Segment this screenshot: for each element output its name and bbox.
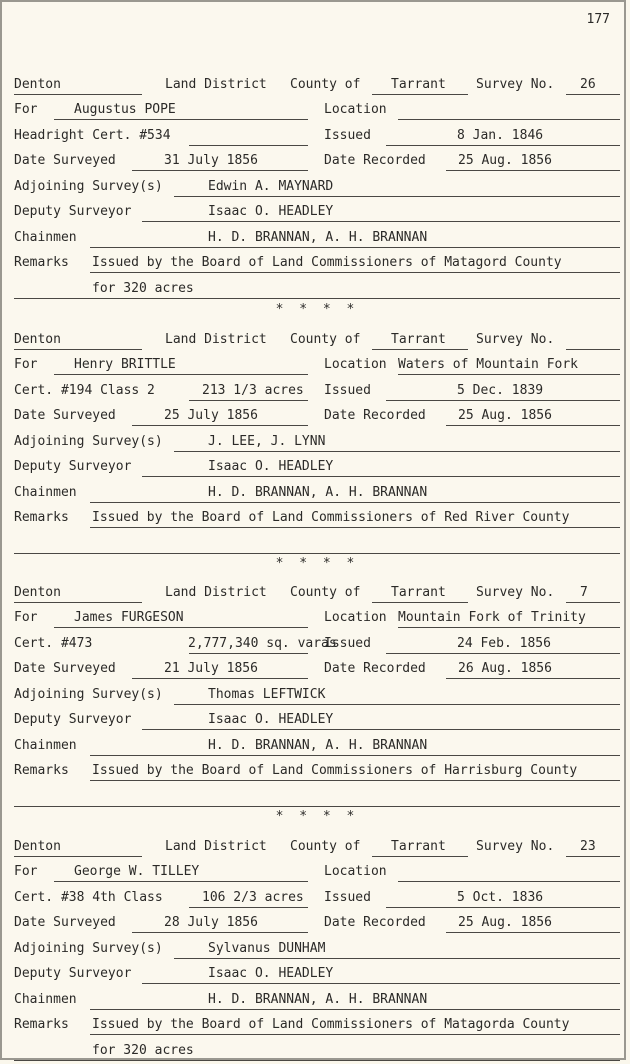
county-value: Tarrant — [391, 76, 446, 92]
adjoining-underline — [174, 451, 620, 452]
remarks-continuation: for 320 acres — [92, 280, 194, 296]
survey-no-label: Survey No. — [476, 584, 555, 600]
date-surveyed-label: Date Surveyed — [14, 153, 116, 168]
chainmen-underline — [90, 755, 620, 756]
record-row — [14, 987, 620, 1013]
adjoining-label: Adjoining Survey(s) — [14, 940, 163, 956]
record-row — [14, 72, 620, 98]
certificate-value: Cert. #194 Class 2 — [14, 382, 155, 398]
adjoining-underline — [174, 704, 620, 705]
chainmen-label: Chainmen — [14, 484, 77, 500]
issued-date: 5 Oct. 1836 — [457, 889, 544, 905]
record-row — [14, 480, 620, 506]
certificate-extent: 213 1/3 acres — [202, 382, 304, 398]
survey-no-label: Survey No. — [476, 838, 555, 854]
record-row — [14, 200, 620, 226]
record-row — [14, 911, 620, 937]
survey-no-underline — [566, 94, 620, 95]
record-separator: * * * * — [275, 302, 359, 317]
cert-underline — [189, 907, 308, 908]
record-row — [14, 657, 620, 683]
chainmen-value: H. D. BRANNAN, A. H. BRANNAN — [208, 229, 428, 245]
record-row — [14, 784, 620, 810]
date-recorded-value: 25 Aug. 1856 — [458, 915, 552, 930]
date-surveyed-label: Date Surveyed — [14, 661, 116, 676]
district-underline — [14, 94, 142, 95]
deputy-value: Isaac O. HEADLEY — [208, 966, 334, 981]
remarks-label: Remarks — [14, 1017, 69, 1032]
remarks-underline — [90, 527, 620, 528]
remarks-value: Issued by the Board of Land Commissioners of Matagorda County — [92, 1017, 570, 1032]
date-recorded-label: Date Recorded — [324, 915, 426, 930]
record-row — [14, 429, 620, 455]
location-underline — [398, 374, 620, 375]
grantee-name: George W. TILLEY — [74, 864, 200, 879]
county-underline — [372, 94, 468, 95]
county-underline — [372, 602, 468, 603]
certificate-extent: 2,777,340 sq. varas — [188, 635, 337, 651]
remarks-underline — [90, 780, 620, 781]
grantee-name: Henry BRITTLE — [74, 357, 176, 372]
deputy-underline — [142, 983, 620, 984]
record-row — [14, 1013, 620, 1039]
district-underline — [14, 602, 142, 603]
county-label: County of — [290, 331, 361, 347]
record-row — [14, 378, 620, 404]
certificate-value: Headright Cert. #534 — [14, 127, 171, 143]
county-underline — [372, 856, 468, 857]
date-recorded-label: Date Recorded — [324, 408, 426, 423]
record-row — [14, 580, 620, 606]
issued-underline — [386, 400, 620, 401]
record-row — [14, 251, 620, 277]
remarks-continuation: for 320 acres — [92, 1042, 194, 1058]
county-label: County of — [290, 76, 361, 92]
survey-no-value: 23 — [580, 838, 596, 854]
survey-no-value: 7 — [580, 584, 588, 600]
district-underline — [14, 856, 142, 857]
remarks-continuation-underline — [14, 1060, 620, 1061]
cert-underline — [189, 145, 308, 146]
remarks-continuation-underline — [14, 553, 620, 554]
remarks-underline — [90, 272, 620, 273]
deputy-value: Isaac O. HEADLEY — [208, 712, 334, 727]
land-district-value: Denton — [14, 838, 61, 854]
deputy-underline — [142, 476, 620, 477]
chainmen-value: H. D. BRANNAN, A. H. BRANNAN — [208, 737, 428, 753]
chainmen-underline — [90, 502, 620, 503]
for-underline — [54, 374, 308, 375]
date-surveyed-underline — [132, 678, 308, 679]
county-underline — [372, 349, 468, 350]
survey-record — [14, 834, 620, 1064]
record-row — [14, 936, 620, 962]
land-district-label: Land District — [165, 76, 267, 92]
record-row — [14, 353, 620, 379]
adjoining-value: Thomas LEFTWICK — [208, 686, 326, 702]
chainmen-underline — [90, 247, 620, 248]
record-row — [14, 1038, 620, 1064]
record-row — [14, 455, 620, 481]
grantee-name: Augustus POPE — [74, 102, 176, 117]
deputy-underline — [142, 729, 620, 730]
survey-no-value: 26 — [580, 76, 596, 92]
issued-underline — [386, 145, 620, 146]
survey-no-underline — [566, 856, 620, 857]
survey-record — [14, 72, 620, 302]
certificate-value: Cert. #38 4th Class — [14, 889, 163, 905]
chainmen-underline — [90, 1009, 620, 1010]
date-recorded-underline — [446, 170, 620, 171]
record-row — [14, 98, 620, 124]
location-underline — [398, 119, 620, 120]
date-surveyed-value: 21 July 1856 — [164, 661, 258, 676]
survey-no-underline — [566, 349, 620, 350]
record-separator: * * * * — [275, 809, 359, 824]
record-row — [14, 404, 620, 430]
land-district-label: Land District — [165, 838, 267, 854]
issued-date: 24 Feb. 1856 — [457, 635, 551, 651]
date-recorded-value: 25 Aug. 1856 — [458, 153, 552, 168]
cert-underline — [189, 400, 308, 401]
chainmen-value: H. D. BRANNAN, A. H. BRANNAN — [208, 484, 428, 500]
remarks-underline — [90, 1034, 620, 1035]
location-underline — [398, 881, 620, 882]
for-label: For — [14, 864, 38, 879]
survey-no-label: Survey No. — [476, 76, 555, 92]
district-underline — [14, 349, 142, 350]
deputy-value: Isaac O. HEADLEY — [208, 204, 334, 219]
deputy-underline — [142, 221, 620, 222]
page-number: 177 — [586, 12, 610, 27]
remarks-value: Issued by the Board of Land Commissioners of Matagord County — [92, 255, 562, 270]
land-district-label: Land District — [165, 584, 267, 600]
record-row — [14, 860, 620, 886]
location-label: Location — [324, 864, 387, 879]
record-row — [14, 606, 620, 632]
issued-date: 8 Jan. 1846 — [457, 127, 544, 143]
date-surveyed-value: 25 July 1856 — [164, 408, 258, 423]
remarks-continuation-underline — [14, 806, 620, 807]
adjoining-label: Adjoining Survey(s) — [14, 686, 163, 702]
record-row — [14, 885, 620, 911]
adjoining-value: Sylvanus DUNHAM — [208, 940, 326, 956]
for-label: For — [14, 610, 38, 625]
chainmen-label: Chainmen — [14, 737, 77, 753]
date-recorded-underline — [446, 678, 620, 679]
remarks-value: Issued by the Board of Land Commissioners of Harrisburg County — [92, 763, 578, 778]
land-district-label: Land District — [165, 331, 267, 347]
remarks-value: Issued by the Board of Land Commissioners of Red River County — [92, 510, 570, 525]
date-surveyed-value: 28 July 1856 — [164, 915, 258, 930]
county-label: County of — [290, 584, 361, 600]
county-value: Tarrant — [391, 838, 446, 854]
record-row — [14, 531, 620, 557]
survey-no-underline — [566, 602, 620, 603]
issued-label: Issued — [324, 127, 371, 143]
remarks-continuation-underline — [14, 298, 620, 299]
record-row — [14, 327, 620, 353]
record-row — [14, 682, 620, 708]
date-surveyed-underline — [132, 170, 308, 171]
record-row — [14, 733, 620, 759]
issued-date: 5 Dec. 1839 — [457, 382, 544, 398]
date-surveyed-label: Date Surveyed — [14, 408, 116, 423]
record-row — [14, 174, 620, 200]
adjoining-label: Adjoining Survey(s) — [14, 178, 163, 194]
date-recorded-underline — [446, 932, 620, 933]
adjoining-value: Edwin A. MAYNARD — [208, 178, 334, 194]
location-label: Location — [324, 102, 387, 117]
location-label: Location — [324, 610, 387, 625]
county-label: County of — [290, 838, 361, 854]
record-row — [14, 225, 620, 251]
chainmen-value: H. D. BRANNAN, A. H. BRANNAN — [208, 991, 428, 1007]
grantee-name: James FURGESON — [74, 610, 184, 625]
for-underline — [54, 627, 308, 628]
adjoining-label: Adjoining Survey(s) — [14, 433, 163, 449]
chainmen-label: Chainmen — [14, 991, 77, 1007]
survey-record — [14, 580, 620, 810]
deputy-value: Isaac O. HEADLEY — [208, 459, 334, 474]
land-district-value: Denton — [14, 584, 61, 600]
deputy-label: Deputy Surveyor — [14, 204, 132, 219]
chainmen-label: Chainmen — [14, 229, 77, 245]
adjoining-underline — [174, 958, 620, 959]
deputy-label: Deputy Surveyor — [14, 712, 132, 727]
for-underline — [54, 881, 308, 882]
for-underline — [54, 119, 308, 120]
location-value: Waters of Mountain Fork — [398, 357, 579, 372]
date-recorded-value: 26 Aug. 1856 — [458, 661, 552, 676]
date-surveyed-value: 31 July 1856 — [164, 153, 258, 168]
date-recorded-label: Date Recorded — [324, 153, 426, 168]
certificate-value: Cert. #473 — [14, 635, 93, 651]
date-surveyed-underline — [132, 932, 308, 933]
land-district-value: Denton — [14, 331, 61, 347]
certificate-extent: 106 2/3 acres — [202, 889, 304, 905]
record-row — [14, 276, 620, 302]
record-row — [14, 123, 620, 149]
for-label: For — [14, 102, 38, 117]
remarks-label: Remarks — [14, 510, 69, 525]
county-value: Tarrant — [391, 331, 446, 347]
issued-underline — [386, 653, 620, 654]
record-row — [14, 708, 620, 734]
date-surveyed-underline — [132, 425, 308, 426]
record-row — [14, 962, 620, 988]
location-label: Location — [324, 357, 387, 372]
deputy-label: Deputy Surveyor — [14, 459, 132, 474]
location-underline — [398, 627, 620, 628]
deputy-label: Deputy Surveyor — [14, 966, 132, 981]
record-row — [14, 631, 620, 657]
record-row — [14, 759, 620, 785]
remarks-label: Remarks — [14, 255, 69, 270]
land-district-value: Denton — [14, 76, 61, 92]
county-value: Tarrant — [391, 584, 446, 600]
survey-no-label: Survey No. — [476, 331, 555, 347]
issued-label: Issued — [324, 382, 371, 398]
for-label: For — [14, 357, 38, 372]
record-row — [14, 149, 620, 175]
issued-label: Issued — [324, 635, 371, 651]
issued-underline — [386, 907, 620, 908]
date-surveyed-label: Date Surveyed — [14, 915, 116, 930]
date-recorded-underline — [446, 425, 620, 426]
adjoining-underline — [174, 196, 620, 197]
record-separator: * * * * — [275, 556, 359, 571]
cert-underline — [189, 653, 308, 654]
date-recorded-label: Date Recorded — [324, 661, 426, 676]
location-value: Mountain Fork of Trinity — [398, 610, 586, 625]
remarks-label: Remarks — [14, 763, 69, 778]
survey-record — [14, 327, 620, 557]
record-row — [14, 506, 620, 532]
adjoining-value: J. LEE, J. LYNN — [208, 433, 326, 449]
date-recorded-value: 25 Aug. 1856 — [458, 408, 552, 423]
record-row — [14, 834, 620, 860]
issued-label: Issued — [324, 889, 371, 905]
